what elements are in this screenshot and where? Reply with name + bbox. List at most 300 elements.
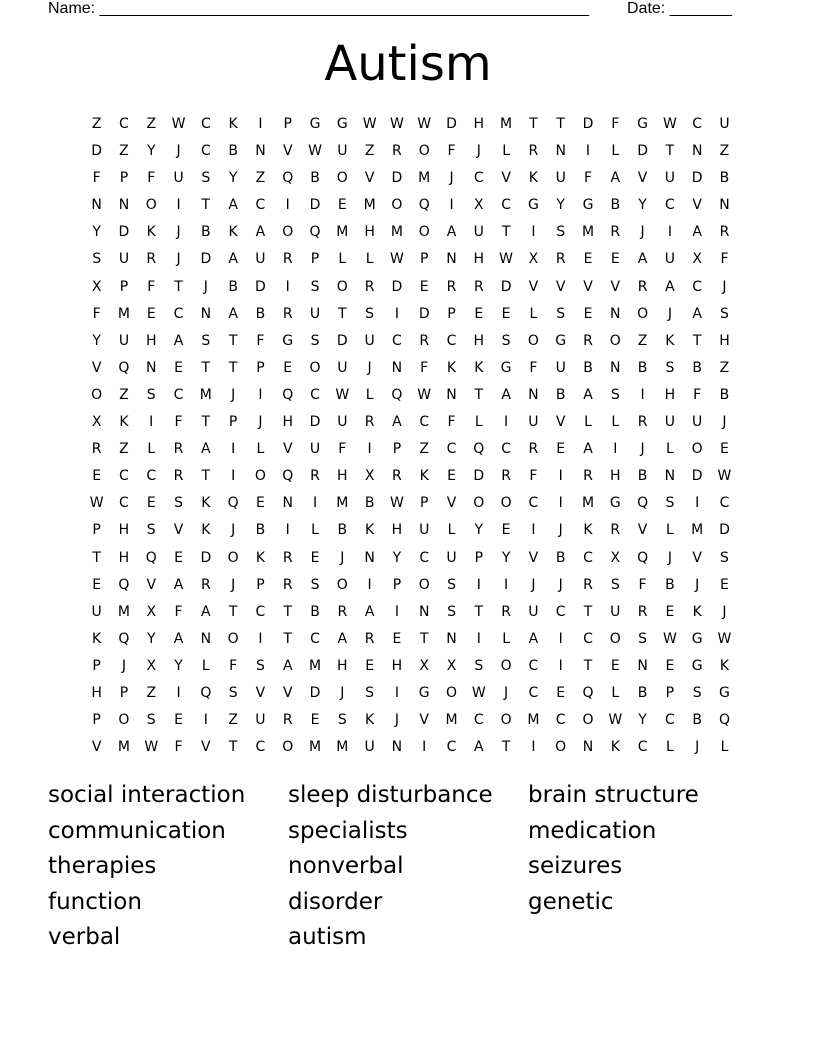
grid-letter[interactable]: Z <box>719 359 730 376</box>
grid-letter[interactable]: N <box>255 143 266 160</box>
grid-letter[interactable]: A <box>201 441 211 458</box>
grid-letter[interactable]: R <box>583 332 593 349</box>
grid-letter[interactable]: Y <box>92 224 101 241</box>
grid-letter[interactable]: J <box>231 522 236 539</box>
grid-letter[interactable]: U <box>337 143 348 160</box>
grid-letter[interactable]: M <box>336 739 349 756</box>
grid-letter[interactable]: R <box>528 143 539 160</box>
grid-letter[interactable]: E <box>310 549 320 566</box>
grid-letter[interactable]: U <box>664 414 675 431</box>
grid-letter[interactable]: S <box>310 576 320 593</box>
grid-letter[interactable]: S <box>610 576 620 593</box>
grid-letter[interactable]: D <box>200 251 212 268</box>
grid-letter[interactable]: D <box>200 549 212 566</box>
grid-letter[interactable]: Y <box>638 712 647 729</box>
grid-letter[interactable]: N <box>200 305 212 322</box>
grid-letter[interactable]: R <box>364 278 375 295</box>
grid-letter[interactable]: Q <box>145 549 157 566</box>
grid-letter[interactable]: F <box>583 170 593 187</box>
grid-letter[interactable]: V <box>501 170 511 187</box>
grid-letter[interactable]: F <box>529 468 538 485</box>
grid-letter[interactable]: I <box>476 576 481 593</box>
grid-letter[interactable]: Z <box>419 441 429 458</box>
grid-letter[interactable]: R <box>583 576 593 593</box>
grid-letter[interactable]: E <box>720 441 729 458</box>
grid-letter[interactable]: L <box>338 251 347 268</box>
grid-letter[interactable]: F <box>174 603 183 620</box>
grid-letter[interactable]: I <box>258 630 263 647</box>
grid-letter[interactable]: J <box>504 684 509 701</box>
grid-letter[interactable]: G <box>637 116 649 132</box>
grid-letter[interactable]: H <box>473 332 485 349</box>
grid-letter[interactable]: J <box>231 576 236 593</box>
grid-letter[interactable]: R <box>419 332 430 349</box>
grid-letter[interactable]: W <box>89 495 104 512</box>
grid-letter[interactable]: W <box>171 116 186 132</box>
grid-letter[interactable]: L <box>584 414 592 431</box>
grid-letter[interactable]: N <box>691 143 703 160</box>
grid-letter[interactable]: T <box>228 359 238 376</box>
grid-letter[interactable]: T <box>419 630 429 647</box>
grid-letter[interactable]: M <box>308 739 322 756</box>
grid-letter[interactable]: Z <box>119 441 129 458</box>
grid-letter[interactable]: E <box>365 657 375 674</box>
grid-letter[interactable]: K <box>446 359 457 376</box>
grid-letter[interactable]: T <box>228 739 238 756</box>
grid-letter[interactable]: W <box>417 386 432 403</box>
grid-letter[interactable]: B <box>665 576 675 593</box>
grid-letter[interactable]: M <box>117 739 130 756</box>
grid-letter[interactable]: A <box>583 441 593 458</box>
grid-letter[interactable]: D <box>691 468 703 485</box>
grid-letter[interactable]: R <box>583 468 593 485</box>
grid-letter[interactable]: G <box>691 630 703 647</box>
grid-letter[interactable]: U <box>555 170 566 187</box>
grid-letter[interactable]: U <box>610 603 621 620</box>
grid-letter[interactable]: C <box>473 712 484 729</box>
grid-letter[interactable]: O <box>227 549 239 566</box>
grid-letter[interactable]: O <box>91 386 103 403</box>
grid-letter[interactable]: W <box>362 116 377 132</box>
grid-letter[interactable]: I <box>640 386 645 403</box>
grid-letter[interactable]: A <box>446 224 457 241</box>
grid-letter[interactable]: W <box>144 739 159 756</box>
grid-letter[interactable]: I <box>203 712 208 729</box>
grid-letter[interactable]: J <box>340 684 345 701</box>
grid-letter[interactable]: S <box>310 278 320 295</box>
grid-letter[interactable]: O <box>145 197 157 214</box>
grid-letter[interactable]: A <box>665 278 675 295</box>
grid-letter[interactable]: R <box>528 441 539 458</box>
grid-letter[interactable]: W <box>389 116 404 132</box>
grid-letter[interactable]: M <box>117 603 130 620</box>
grid-letter[interactable]: Y <box>501 549 511 566</box>
grid-letter[interactable]: B <box>255 522 266 539</box>
grid-letter[interactable]: Z <box>637 332 648 349</box>
grid-letter[interactable]: M <box>527 712 540 729</box>
grid-letter[interactable]: J <box>722 414 727 431</box>
grid-letter[interactable]: P <box>92 522 101 539</box>
grid-letter[interactable]: I <box>504 576 509 593</box>
grid-letter[interactable]: U <box>446 549 457 566</box>
grid-letter[interactable]: H <box>118 549 130 566</box>
grid-letter[interactable]: F <box>92 305 101 322</box>
grid-letter[interactable]: C <box>583 549 593 566</box>
grid-letter[interactable]: L <box>611 143 620 160</box>
grid-letter[interactable]: H <box>391 522 403 539</box>
grid-letter[interactable]: V <box>201 739 211 756</box>
grid-letter[interactable]: D <box>473 468 485 485</box>
grid-letter[interactable]: B <box>228 143 238 160</box>
grid-letter[interactable]: R <box>555 251 566 268</box>
grid-letter[interactable]: T <box>474 386 484 403</box>
grid-letter[interactable]: V <box>255 684 266 701</box>
grid-letter[interactable]: D <box>500 278 512 295</box>
grid-letter[interactable]: P <box>228 414 238 431</box>
grid-letter[interactable]: H <box>145 332 157 349</box>
grid-letter[interactable]: M <box>691 522 704 539</box>
grid-letter[interactable]: Q <box>637 495 649 512</box>
grid-letter[interactable]: P <box>119 278 129 295</box>
grid-letter[interactable]: C <box>719 495 730 512</box>
grid-letter[interactable]: A <box>364 603 375 620</box>
grid-letter[interactable]: T <box>201 359 211 376</box>
grid-letter[interactable]: J <box>558 576 563 593</box>
grid-letter[interactable]: V <box>692 197 702 214</box>
grid-letter[interactable]: Q <box>637 549 649 566</box>
grid-letter[interactable]: F <box>638 576 647 593</box>
grid-letter[interactable]: C <box>446 739 457 756</box>
grid-letter[interactable]: Y <box>146 630 156 647</box>
grid-letter[interactable]: F <box>447 414 456 431</box>
grid-letter[interactable]: J <box>367 359 372 376</box>
grid-letter[interactable]: O <box>227 630 239 647</box>
grid-letter[interactable]: I <box>531 522 536 539</box>
grid-letter[interactable]: F <box>611 116 620 132</box>
grid-letter[interactable]: E <box>556 441 566 458</box>
grid-letter[interactable]: N <box>446 386 457 403</box>
grid-letter[interactable]: H <box>364 224 375 241</box>
grid-letter[interactable]: B <box>692 359 702 376</box>
grid-letter[interactable]: D <box>719 522 730 539</box>
grid-letter[interactable]: Q <box>200 684 212 701</box>
grid-letter[interactable]: T <box>92 549 101 566</box>
grid-letter[interactable]: S <box>720 305 729 322</box>
grid-letter[interactable]: W <box>662 116 677 132</box>
grid-letter[interactable]: K <box>528 170 538 187</box>
grid-letter[interactable]: D <box>309 414 321 431</box>
grid-letter[interactable]: S <box>665 359 675 376</box>
grid-letter[interactable]: M <box>581 495 595 512</box>
grid-letter[interactable]: G <box>609 495 621 512</box>
grid-letter[interactable]: E <box>392 630 402 647</box>
grid-letter[interactable]: C <box>310 630 320 647</box>
grid-letter[interactable]: A <box>501 386 511 403</box>
grid-letter[interactable]: S <box>638 630 648 647</box>
grid-letter[interactable]: S <box>501 332 511 349</box>
grid-letter[interactable]: T <box>501 739 511 756</box>
grid-letter[interactable]: S <box>474 657 484 674</box>
grid-letter[interactable]: I <box>231 441 236 458</box>
grid-letter[interactable]: K <box>474 359 484 376</box>
grid-letter[interactable]: U <box>419 522 430 539</box>
grid-letter[interactable]: M <box>117 305 130 322</box>
grid-letter[interactable]: F <box>693 386 702 403</box>
grid-letter[interactable]: B <box>555 386 566 403</box>
grid-letter[interactable]: N <box>364 549 375 566</box>
grid-letter[interactable]: G <box>719 684 730 701</box>
grid-letter[interactable]: T <box>201 197 211 214</box>
grid-letter[interactable]: W <box>308 143 322 160</box>
grid-letter[interactable]: K <box>201 495 211 512</box>
grid-letter[interactable]: P <box>256 359 265 376</box>
grid-letter[interactable]: K <box>255 549 266 566</box>
grid-letter[interactable]: J <box>722 603 727 620</box>
grid-letter[interactable]: Q <box>227 495 239 512</box>
grid-letter[interactable]: W <box>717 468 732 485</box>
grid-letter[interactable]: N <box>391 359 403 376</box>
grid-letter[interactable]: T <box>174 278 183 295</box>
grid-letter[interactable]: L <box>611 684 620 701</box>
grid-letter[interactable]: K <box>719 657 730 674</box>
grid-letter[interactable]: O <box>637 305 649 322</box>
grid-letter[interactable]: R <box>392 143 402 160</box>
grid-letter[interactable]: X <box>692 251 702 268</box>
grid-letter[interactable]: N <box>91 197 102 214</box>
grid-letter[interactable]: U <box>555 359 566 376</box>
grid-letter[interactable]: L <box>365 386 374 403</box>
grid-letter[interactable]: E <box>501 305 511 322</box>
grid-letter[interactable]: R <box>173 441 184 458</box>
grid-letter[interactable]: T <box>665 143 675 160</box>
grid-letter[interactable]: C <box>255 739 266 756</box>
grid-letter[interactable]: O <box>391 197 403 214</box>
grid-letter[interactable]: Z <box>228 712 238 729</box>
grid-letter[interactable]: S <box>692 684 702 701</box>
grid-letter[interactable]: T <box>201 468 211 485</box>
grid-letter[interactable]: I <box>504 414 509 431</box>
grid-letter[interactable]: I <box>149 414 154 431</box>
grid-letter[interactable]: Q <box>282 386 294 403</box>
grid-letter[interactable]: C <box>173 386 184 403</box>
grid-letter[interactable]: B <box>310 603 320 620</box>
grid-letter[interactable]: P <box>665 684 675 701</box>
grid-letter[interactable]: D <box>391 170 403 187</box>
grid-letter[interactable]: E <box>310 712 320 729</box>
grid-letter[interactable]: P <box>283 116 292 132</box>
grid-letter[interactable]: A <box>173 332 184 349</box>
grid-letter[interactable]: S <box>556 224 566 241</box>
grid-letter[interactable]: A <box>474 739 484 756</box>
grid-letter[interactable]: C <box>555 712 566 729</box>
grid-letter[interactable]: K <box>610 739 620 756</box>
grid-letter[interactable]: I <box>285 197 290 214</box>
grid-letter[interactable]: R <box>91 441 102 458</box>
grid-letter[interactable]: V <box>555 278 566 295</box>
grid-letter[interactable]: B <box>637 684 648 701</box>
grid-letter[interactable]: L <box>502 630 510 647</box>
grid-letter[interactable]: O <box>500 712 512 729</box>
grid-letter[interactable]: B <box>364 495 375 512</box>
grid-letter[interactable]: X <box>419 657 429 674</box>
grid-letter[interactable]: V <box>446 495 457 512</box>
grid-letter[interactable]: J <box>231 386 236 403</box>
grid-letter[interactable]: R <box>637 414 648 431</box>
grid-letter[interactable]: C <box>528 684 539 701</box>
grid-letter[interactable]: C <box>119 495 129 512</box>
grid-letter[interactable]: I <box>258 386 263 403</box>
grid-letter[interactable]: F <box>447 143 456 160</box>
grid-letter[interactable]: Z <box>119 386 129 403</box>
grid-letter[interactable]: F <box>92 170 101 187</box>
grid-letter[interactable]: C <box>173 305 184 322</box>
grid-letter[interactable]: B <box>637 468 648 485</box>
grid-letter[interactable]: F <box>529 359 538 376</box>
grid-letter[interactable]: E <box>556 684 566 701</box>
grid-letter[interactable]: O <box>282 739 294 756</box>
grid-letter[interactable]: L <box>447 522 456 539</box>
grid-letter[interactable]: O <box>254 468 266 485</box>
grid-letter[interactable]: X <box>446 657 457 674</box>
grid-letter[interactable]: G <box>555 332 567 349</box>
grid-letter[interactable]: U <box>173 170 184 187</box>
grid-letter[interactable]: N <box>146 359 157 376</box>
grid-letter[interactable]: R <box>282 576 293 593</box>
grid-letter[interactable]: O <box>691 441 703 458</box>
grid-letter[interactable]: J <box>695 576 700 593</box>
grid-letter[interactable]: I <box>367 441 372 458</box>
grid-letter[interactable]: I <box>558 468 563 485</box>
grid-letter[interactable]: R <box>610 224 621 241</box>
grid-letter[interactable]: V <box>91 739 102 756</box>
grid-letter[interactable]: I <box>558 495 563 512</box>
grid-letter[interactable]: H <box>337 468 348 485</box>
grid-letter[interactable]: P <box>92 712 101 729</box>
grid-letter[interactable]: A <box>610 170 621 187</box>
grid-letter[interactable]: E <box>337 197 347 214</box>
grid-letter[interactable]: S <box>337 712 347 729</box>
grid-letter[interactable]: S <box>556 305 566 322</box>
grid-letter[interactable]: T <box>283 603 292 620</box>
grid-letter[interactable]: K <box>228 224 238 241</box>
grid-letter[interactable]: U <box>91 603 102 620</box>
grid-letter[interactable]: N <box>282 495 293 512</box>
grid-letter[interactable]: C <box>310 386 320 403</box>
grid-letter[interactable]: D <box>691 170 703 187</box>
grid-letter[interactable]: N <box>391 739 403 756</box>
grid-letter[interactable]: C <box>419 414 430 431</box>
grid-letter[interactable]: D <box>637 143 648 160</box>
grid-letter[interactable]: M <box>418 170 431 187</box>
grid-letter[interactable]: F <box>338 441 347 458</box>
grid-letter[interactable]: I <box>585 143 591 160</box>
grid-letter[interactable]: R <box>173 468 184 485</box>
grid-letter[interactable]: E <box>92 576 102 593</box>
grid-letter[interactable]: J <box>449 170 454 187</box>
grid-letter[interactable]: P <box>92 657 101 674</box>
grid-letter[interactable]: Q <box>309 224 321 241</box>
grid-letter[interactable]: I <box>476 630 481 647</box>
grid-letter[interactable]: G <box>309 116 321 132</box>
grid-letter[interactable]: F <box>147 278 156 295</box>
grid-letter[interactable]: X <box>91 278 102 295</box>
grid-letter[interactable]: Y <box>174 657 183 674</box>
grid-letter[interactable]: A <box>692 224 702 241</box>
grid-letter[interactable]: S <box>146 712 156 729</box>
grid-letter[interactable]: Z <box>146 684 157 701</box>
grid-letter[interactable]: A <box>692 305 702 322</box>
grid-letter[interactable]: V <box>282 143 293 160</box>
grid-letter[interactable]: P <box>392 576 402 593</box>
grid-letter[interactable]: L <box>665 441 674 458</box>
grid-letter[interactable]: N <box>637 657 648 674</box>
grid-letter[interactable]: X <box>146 657 157 674</box>
grid-letter[interactable]: N <box>719 197 730 214</box>
grid-letter[interactable]: E <box>447 468 456 485</box>
grid-letter[interactable]: J <box>258 414 263 431</box>
grid-letter[interactable]: N <box>200 630 212 647</box>
grid-letter[interactable]: M <box>199 386 212 403</box>
grid-letter[interactable]: R <box>146 251 157 268</box>
grid-letter[interactable]: J <box>531 576 536 593</box>
grid-letter[interactable]: N <box>528 386 539 403</box>
grid-letter[interactable]: A <box>228 305 238 322</box>
grid-letter[interactable]: U <box>719 116 730 132</box>
grid-letter[interactable]: X <box>91 414 102 431</box>
grid-letter[interactable]: J <box>640 224 645 241</box>
grid-letter[interactable]: B <box>719 386 730 403</box>
grid-letter[interactable]: E <box>146 305 156 322</box>
grid-letter[interactable]: C <box>119 116 129 132</box>
grid-letter[interactable]: O <box>555 739 567 756</box>
grid-letter[interactable]: R <box>282 251 293 268</box>
grid-letter[interactable]: V <box>583 278 593 295</box>
grid-letter[interactable]: R <box>392 468 402 485</box>
grid-letter[interactable]: L <box>201 657 210 674</box>
grid-letter[interactable]: P <box>119 684 129 701</box>
grid-letter[interactable]: I <box>312 495 318 512</box>
grid-letter[interactable]: K <box>419 468 429 485</box>
grid-letter[interactable]: O <box>418 576 430 593</box>
grid-letter[interactable]: W <box>389 495 404 512</box>
grid-letter[interactable]: E <box>92 468 102 485</box>
grid-letter[interactable]: D <box>418 305 430 322</box>
grid-letter[interactable]: R <box>446 278 457 295</box>
grid-letter[interactable]: K <box>692 603 702 620</box>
grid-letter[interactable]: M <box>500 116 513 132</box>
grid-letter[interactable]: A <box>637 251 648 268</box>
grid-letter[interactable]: L <box>311 522 319 539</box>
grid-letter[interactable]: E <box>610 251 620 268</box>
grid-letter[interactable]: S <box>201 170 211 187</box>
grid-letter[interactable]: I <box>285 278 290 295</box>
grid-letter[interactable]: S <box>447 576 456 593</box>
grid-letter[interactable]: T <box>474 603 484 620</box>
grid-letter[interactable]: C <box>664 197 675 214</box>
grid-letter[interactable]: C <box>583 630 593 647</box>
grid-letter[interactable]: C <box>692 116 703 132</box>
grid-letter[interactable]: N <box>664 468 676 485</box>
grid-letter[interactable]: B <box>201 224 211 241</box>
grid-letter[interactable]: R <box>364 414 375 431</box>
grid-letter[interactable]: V <box>637 522 648 539</box>
grid-letter[interactable]: B <box>310 170 320 187</box>
grid-letter[interactable]: R <box>310 468 320 485</box>
grid-letter[interactable]: A <box>173 630 184 647</box>
grid-letter[interactable]: C <box>200 143 211 160</box>
grid-letter[interactable]: J <box>640 441 645 458</box>
grid-letter[interactable]: M <box>581 224 595 241</box>
